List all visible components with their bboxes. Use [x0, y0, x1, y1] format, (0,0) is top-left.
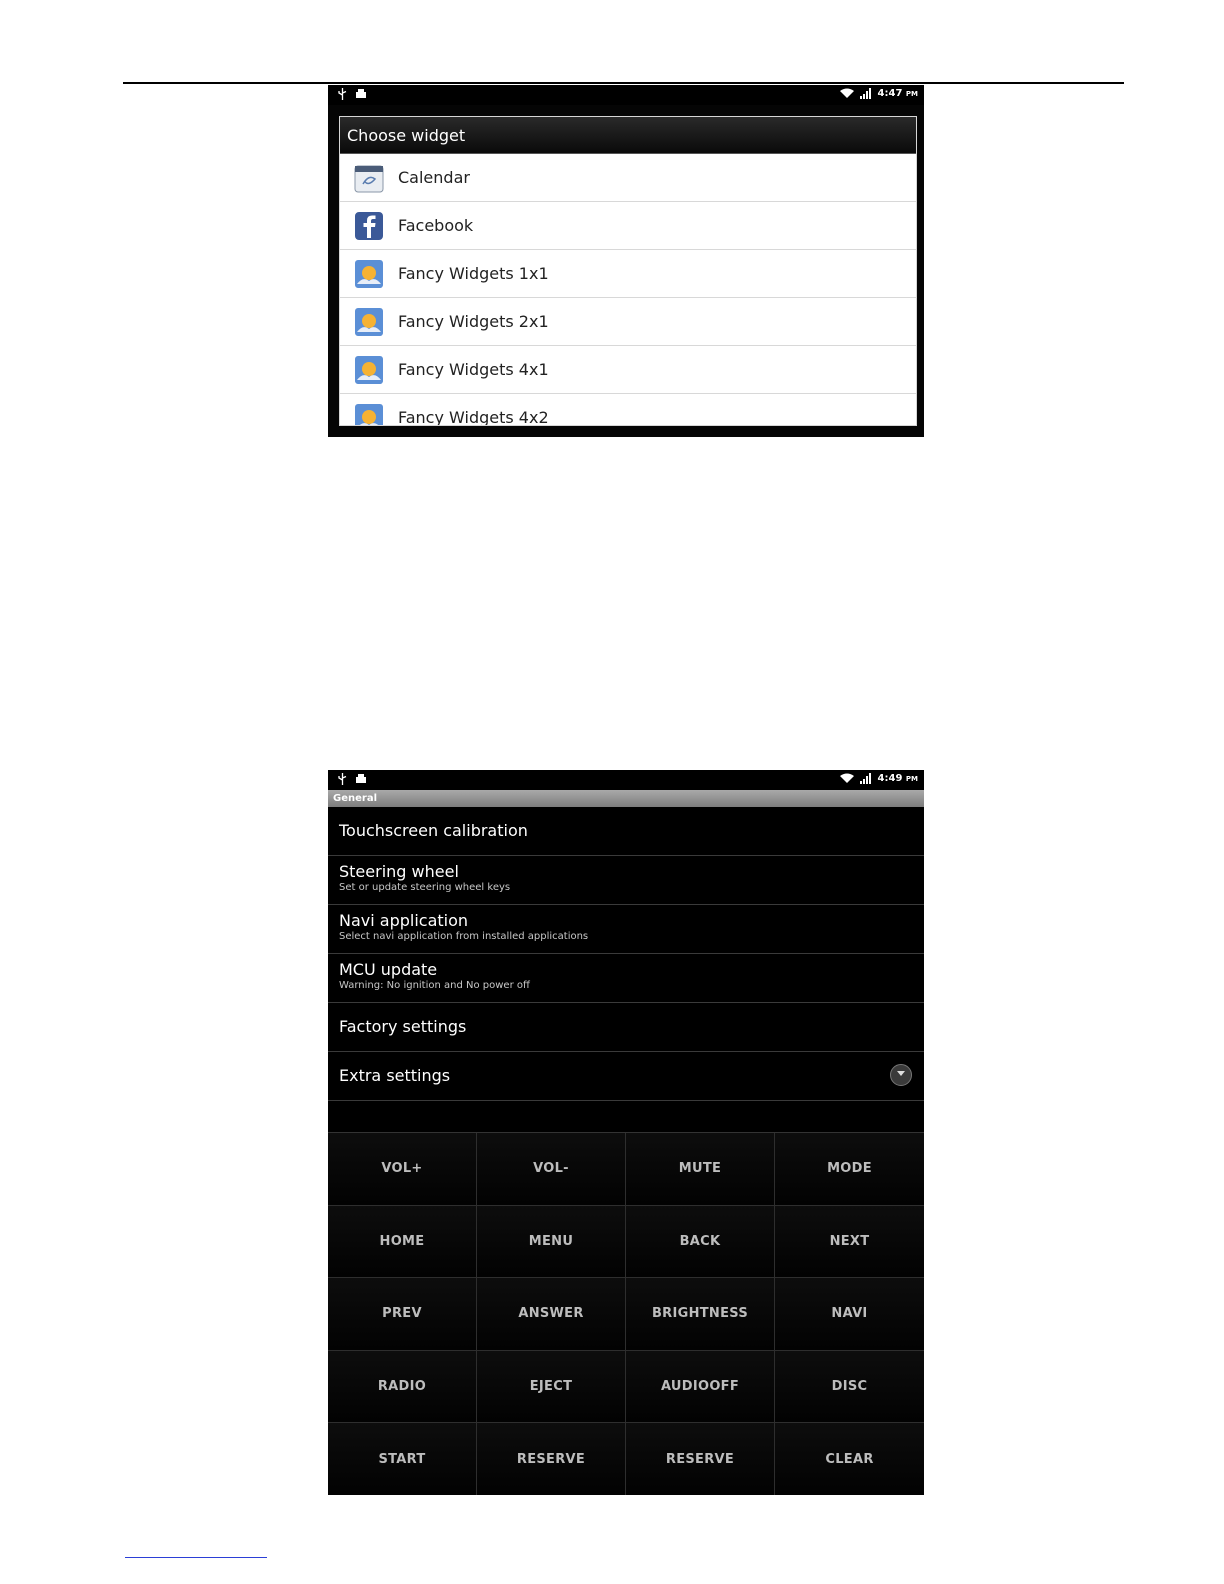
- list-item-facebook[interactable]: [340, 202, 916, 250]
- android-debug-icon: [355, 774, 367, 784]
- status-time: 4:49 PM: [877, 773, 918, 784]
- setting-title: MCU update: [339, 960, 438, 979]
- status-bar: [328, 770, 924, 790]
- setting-steering-wheel[interactable]: [328, 856, 924, 905]
- general-settings-screenshot: [328, 770, 924, 1495]
- widget-list[interactable]: [340, 154, 916, 426]
- key-vol-up[interactable]: VOL+: [328, 1133, 477, 1206]
- list-item-fancy-widgets-2x1[interactable]: [340, 298, 916, 346]
- key-clear[interactable]: CLEAR: [775, 1423, 924, 1495]
- status-bar: [328, 85, 924, 105]
- key-start[interactable]: START: [328, 1423, 477, 1495]
- calendar-icon: [353, 162, 385, 194]
- usb-icon: [338, 773, 347, 785]
- key-reserve-1[interactable]: RESERVE: [477, 1423, 626, 1495]
- setting-title: Navi application: [339, 911, 469, 930]
- list-item-fancy-widgets-4x2[interactable]: [340, 394, 916, 426]
- key-radio[interactable]: RADIO: [328, 1351, 477, 1424]
- signal-icon: [860, 88, 872, 99]
- key-eject[interactable]: EJECT: [477, 1351, 626, 1424]
- choose-widget-screenshot: [328, 85, 924, 437]
- weather-icon: [353, 258, 385, 290]
- key-reserve-2[interactable]: RESERVE: [626, 1423, 775, 1495]
- usb-icon: [338, 88, 347, 100]
- status-time: 4:47 PM: [877, 88, 918, 99]
- key-audiooff[interactable]: AUDIOOFF: [626, 1351, 775, 1424]
- key-back[interactable]: BACK: [626, 1206, 775, 1279]
- section-header-general: General: [328, 790, 924, 807]
- setting-title: Factory settings: [339, 1017, 467, 1036]
- widget-label: Fancy Widgets 2x1: [398, 312, 549, 331]
- wifi-icon: [840, 773, 854, 784]
- setting-title: Steering wheel: [339, 862, 459, 881]
- page-top-rule: [123, 82, 1124, 84]
- key-home[interactable]: HOME: [328, 1206, 477, 1279]
- key-disc[interactable]: DISC: [775, 1351, 924, 1424]
- key-vol-down[interactable]: VOL-: [477, 1133, 626, 1206]
- widget-label: Facebook: [398, 216, 474, 235]
- setting-mcu-update[interactable]: [328, 954, 924, 1003]
- key-menu[interactable]: MENU: [477, 1206, 626, 1279]
- steering-key-grid: [328, 1132, 924, 1495]
- wifi-icon: [840, 88, 854, 99]
- list-item-fancy-widgets-1x1[interactable]: [340, 250, 916, 298]
- setting-factory-settings[interactable]: [328, 1003, 924, 1052]
- facebook-icon: [353, 210, 385, 242]
- widget-label: Fancy Widgets 1x1: [398, 264, 549, 283]
- footer-link-underline: [125, 1557, 267, 1558]
- key-prev[interactable]: PREV: [328, 1278, 477, 1351]
- setting-title: Touchscreen calibration: [339, 821, 528, 840]
- chevron-down-icon[interactable]: [890, 1064, 912, 1086]
- widget-label: Fancy Widgets 4x1: [398, 360, 549, 379]
- key-mute[interactable]: MUTE: [626, 1133, 775, 1206]
- widget-label: Fancy Widgets 4x2: [398, 408, 549, 426]
- setting-touchscreen-calibration[interactable]: [328, 807, 924, 856]
- weather-icon: [353, 402, 385, 427]
- key-next[interactable]: NEXT: [775, 1206, 924, 1279]
- setting-extra-settings[interactable]: [328, 1052, 924, 1101]
- key-answer[interactable]: ANSWER: [477, 1278, 626, 1351]
- choose-widget-dialog: [339, 116, 917, 426]
- setting-subtitle: Set or update steering wheel keys: [339, 882, 511, 893]
- signal-icon: [860, 773, 872, 784]
- dialog-title: Choose widget: [340, 117, 916, 154]
- setting-navi-application[interactable]: [328, 905, 924, 954]
- setting-title: Extra settings: [339, 1066, 451, 1085]
- key-brightness[interactable]: BRIGHTNESS: [626, 1278, 775, 1351]
- widget-label: Calendar: [398, 168, 470, 187]
- key-mode[interactable]: MODE: [775, 1133, 924, 1206]
- android-debug-icon: [355, 89, 367, 99]
- weather-icon: [353, 306, 385, 338]
- key-navi[interactable]: NAVI: [775, 1278, 924, 1351]
- list-item-fancy-widgets-4x1[interactable]: [340, 346, 916, 394]
- weather-icon: [353, 354, 385, 386]
- list-item-calendar[interactable]: [340, 154, 916, 202]
- setting-subtitle: Select navi application from installed applications: [339, 931, 589, 942]
- settings-list: [328, 807, 924, 1101]
- setting-subtitle: Warning: No ignition and No power off: [339, 980, 530, 991]
